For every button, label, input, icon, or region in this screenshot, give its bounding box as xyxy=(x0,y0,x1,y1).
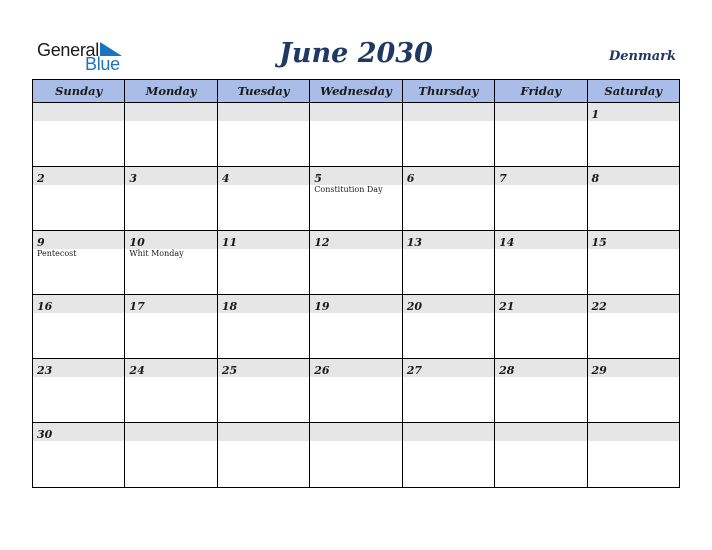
week-row xyxy=(33,103,679,167)
day-band xyxy=(495,231,586,249)
day-number: 19 xyxy=(314,300,330,313)
day-number: 18 xyxy=(221,300,238,313)
day-cell[interactable] xyxy=(125,103,217,166)
day-cell[interactable] xyxy=(218,167,310,230)
day-band xyxy=(125,103,216,121)
day-band xyxy=(310,167,401,185)
day-cell[interactable] xyxy=(310,103,402,166)
day-cell[interactable] xyxy=(125,231,217,294)
day-band xyxy=(33,103,124,121)
day-band xyxy=(310,231,401,249)
day-number: 28 xyxy=(499,364,515,377)
day-number: 7 xyxy=(499,172,507,185)
day-number: 25 xyxy=(221,364,238,377)
day-cell[interactable] xyxy=(125,359,217,422)
week-row xyxy=(33,231,679,295)
day-cell[interactable] xyxy=(588,103,679,166)
day-band xyxy=(403,231,494,249)
weekday-header-row xyxy=(33,80,679,103)
day-number: 22 xyxy=(591,300,607,313)
day-band xyxy=(310,423,401,441)
day-number: 24 xyxy=(129,364,145,377)
day-band xyxy=(588,295,679,313)
day-cell[interactable] xyxy=(495,103,587,166)
day-number: 20 xyxy=(406,300,422,313)
day-band xyxy=(588,423,679,441)
day-cell[interactable] xyxy=(588,423,679,488)
day-cell[interactable] xyxy=(588,231,679,294)
day-band xyxy=(125,359,216,377)
day-number: 10 xyxy=(129,236,145,249)
day-band xyxy=(588,359,679,377)
day-cell[interactable] xyxy=(310,359,402,422)
day-cell[interactable] xyxy=(310,423,402,488)
day-band xyxy=(495,423,586,441)
day-cell[interactable] xyxy=(495,167,587,230)
day-band xyxy=(125,295,216,313)
day-band xyxy=(218,359,309,377)
holiday-label: Constitution Day xyxy=(314,185,383,194)
day-number: 16 xyxy=(37,300,53,313)
day-number: 21 xyxy=(499,300,515,313)
day-number: 2 xyxy=(37,172,45,185)
day-band xyxy=(218,231,309,249)
week-row xyxy=(33,423,679,488)
day-cell[interactable] xyxy=(33,423,125,488)
day-band xyxy=(33,167,124,185)
weekday-saturday: Saturday xyxy=(604,84,663,98)
day-number: 1 xyxy=(591,108,600,121)
day-band xyxy=(495,167,586,185)
week-row xyxy=(33,295,679,359)
day-band xyxy=(588,167,679,185)
day-number: 29 xyxy=(591,364,607,377)
day-number: 27 xyxy=(406,364,422,377)
day-band xyxy=(218,103,309,121)
day-cell[interactable] xyxy=(125,423,217,488)
day-number: 5 xyxy=(314,172,322,185)
weekday-tuesday: Tuesday xyxy=(218,80,310,102)
weekday-friday: Friday xyxy=(495,80,587,102)
day-cell[interactable] xyxy=(403,103,495,166)
day-cell[interactable] xyxy=(218,103,310,166)
day-cell[interactable] xyxy=(588,295,679,358)
day-cell[interactable] xyxy=(403,359,495,422)
calendar-grid xyxy=(32,79,680,488)
country-label: Denmark xyxy=(608,49,676,64)
day-cell[interactable] xyxy=(125,295,217,358)
day-number: 9 xyxy=(37,236,45,249)
day-band xyxy=(33,423,124,441)
day-band xyxy=(33,359,124,377)
day-cell[interactable] xyxy=(403,231,495,294)
weekday-monday: Monday xyxy=(125,80,217,102)
day-cell[interactable] xyxy=(218,231,310,294)
day-band xyxy=(310,103,401,121)
day-band xyxy=(403,359,494,377)
calendar-title: June 2030 xyxy=(279,38,433,69)
day-band xyxy=(495,295,586,313)
day-number: 11 xyxy=(221,236,238,249)
day-band xyxy=(218,167,309,185)
day-cell[interactable] xyxy=(218,359,310,422)
day-band xyxy=(310,295,401,313)
day-number: 13 xyxy=(406,236,422,249)
day-band xyxy=(495,359,586,377)
day-cell[interactable] xyxy=(33,103,125,166)
day-band xyxy=(218,423,309,441)
day-number: 3 xyxy=(129,172,138,185)
holiday-label: Pentecost xyxy=(37,249,77,258)
day-band xyxy=(33,295,124,313)
day-cell[interactable] xyxy=(588,167,679,230)
day-number: 14 xyxy=(499,236,515,249)
week-row xyxy=(33,359,679,423)
week-row xyxy=(33,167,679,231)
day-band xyxy=(218,295,309,313)
day-band xyxy=(403,167,494,185)
day-band xyxy=(495,103,586,121)
day-band xyxy=(403,103,494,121)
day-band xyxy=(588,231,679,249)
day-cell[interactable] xyxy=(125,167,217,230)
day-cell[interactable] xyxy=(218,423,310,488)
day-number: 4 xyxy=(221,172,230,185)
holiday-label: Whit Monday xyxy=(129,249,184,258)
day-number: 12 xyxy=(314,236,330,249)
day-cell[interactable] xyxy=(588,359,679,422)
day-cell[interactable] xyxy=(33,167,125,230)
day-cell[interactable] xyxy=(495,423,587,488)
day-cell[interactable] xyxy=(495,295,587,358)
day-cell[interactable] xyxy=(33,295,125,358)
day-number: 23 xyxy=(37,364,53,377)
day-number: 30 xyxy=(37,428,53,441)
day-band xyxy=(310,359,401,377)
day-number: 26 xyxy=(314,364,330,377)
day-band xyxy=(588,103,679,121)
day-cell[interactable] xyxy=(218,295,310,358)
day-cell[interactable] xyxy=(310,231,402,294)
logo-blue-text: Blue xyxy=(85,54,120,74)
logo-general-text: General xyxy=(37,40,99,60)
day-number: 8 xyxy=(591,172,600,185)
day-cell[interactable] xyxy=(403,423,495,488)
day-number: 6 xyxy=(406,172,415,185)
day-band xyxy=(125,423,216,441)
day-cell[interactable] xyxy=(33,231,125,294)
day-band xyxy=(33,231,124,249)
day-band xyxy=(403,295,494,313)
day-band xyxy=(125,231,216,249)
day-cell[interactable] xyxy=(310,295,402,358)
day-band xyxy=(125,167,216,185)
day-cell[interactable] xyxy=(310,167,402,230)
weekday-thursday: Thursday xyxy=(403,80,495,102)
day-cell[interactable] xyxy=(495,231,587,294)
weekday-sunday: Sunday xyxy=(33,80,125,102)
weekday-wednesday: Wednesday xyxy=(310,80,402,102)
day-cell[interactable] xyxy=(495,359,587,422)
day-cell[interactable] xyxy=(403,295,495,358)
day-number: 15 xyxy=(591,236,607,249)
day-band xyxy=(403,423,494,441)
day-cell[interactable] xyxy=(403,167,495,230)
day-cell[interactable] xyxy=(33,359,125,422)
day-number: 17 xyxy=(129,300,145,313)
